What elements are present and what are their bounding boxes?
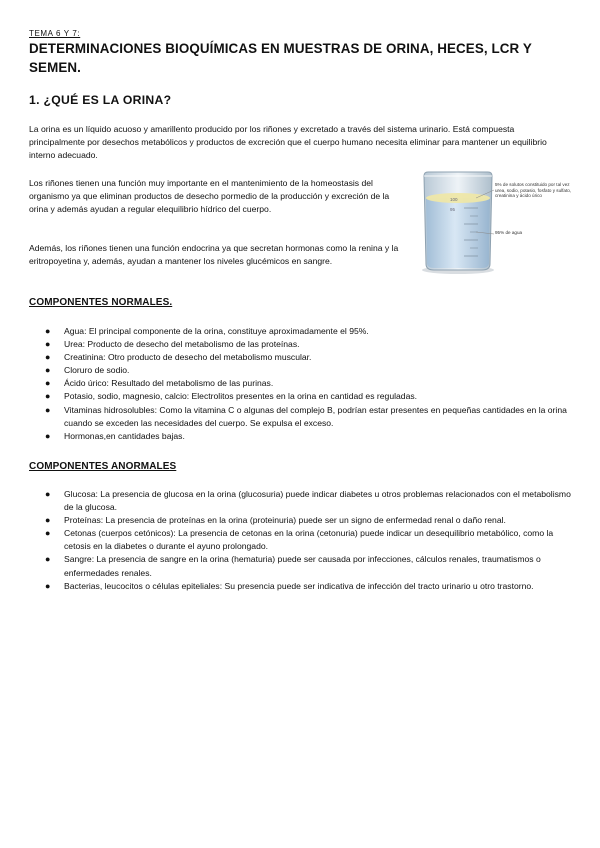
bullet-icon: ● [45, 430, 51, 441]
list-item: ● Urea: Producto de desecho del metabolismo de las proteínas. [36, 338, 571, 351]
list-item: ● Cetonas (cuerpos cetónicos): La presencia de cetonas en la orina (cetonuria) puede indicar un desequilibrio metabólico, como la cetosis en la diabetes o durante el ayuno prolongado. [45, 528, 554, 552]
list-item: ● Sangre: La presencia de sangre en la orina (hematuria) puede ser causada por infecciones, cálculos renales, traumatismos o enfermedades renales. [45, 554, 541, 578]
list-components-normales [36, 325, 571, 443]
bullet-icon: ● [45, 554, 51, 565]
section-heading-anormales: COMPONENTES ANORMALES [29, 461, 177, 472]
bullet-icon: ● [45, 365, 51, 376]
document-title: DETERMINACIONES BIOQUÍMICAS EN MUESTRAS DE ORINA, HECES, LCR Y SEMEN. [29, 41, 532, 75]
mark-100-label: 100 [450, 197, 458, 202]
list-item: ● Glucosa: La presencia de glucosa en la orina (glucosuria) puede indicar diabetes u otros problemas relacionados con el metabolismo de la glucosa. [45, 489, 571, 513]
bullet-icon: ● [45, 391, 51, 402]
section-heading-normales: COMPONENTES NORMALES. [29, 297, 173, 308]
paragraph-endocrine: Además, los riñones tienen una función endocrina ya que secretan hormonas como la renina y la eritropoyetina y, además, ayudan a mantener los niveles glucémicos en sangre. [29, 243, 399, 267]
urine-beaker-figure [420, 168, 572, 276]
bullet-icon: ● [45, 326, 51, 336]
annotation-solutes: 5% de solutos constituido por tal vez urea, sodio, potasio, fosfato y sulfato, creatinina y ácido úrico [495, 182, 572, 199]
annotation-water: 95% de agua [495, 230, 523, 235]
paragraph-kidney-function: Los riñones tienen una función muy importante en el mantenimiento de la homeostasis del organismo ya que eliminan productos de desecho pormedio de la producción y excreción de la orina y además ayudan a regular elequilibrio hídrico del cuerpo. [29, 178, 390, 215]
list-item: ● Bacterias, leucocitos o células epiteliales: Su presencia puede ser indicativa de infección del tracto urinario u otro trastorno. [36, 580, 571, 593]
bullet-icon: ● [45, 404, 51, 415]
list-item: ● Creatinina: Otro producto de desecho del metabolismo muscular. [36, 351, 571, 364]
bullet-icon: ● [45, 580, 51, 591]
bullet-icon: ● [45, 489, 51, 499]
mark-95-label: 95 [450, 207, 456, 212]
topic-label: TEMA 6 Y 7: [29, 29, 81, 38]
paragraph-definition: La orina es un líquido acuoso y amarillento producido por los riñones y excretado a través del sistema urinario. Está compuesta principalmente por desechos metabólicos y productos de excreción que el cuerpo humano necesita eliminar para mantener un equilibrio interno adecuado. [29, 124, 547, 161]
list-item: ● Ácido úrico: Resultado del metabolismo de las purinas. [36, 377, 571, 390]
list-item: ● Proteínas: La presencia de proteínas en la orina (proteinuria) puede ser un signo de enfermedad renal o daño renal. [36, 514, 571, 527]
bullet-icon: ● [45, 352, 51, 363]
bullet-icon: ● [45, 339, 51, 350]
section-heading-orina: 1. ¿QUÉ ES LA ORINA? [29, 93, 172, 107]
list-item: ● Vitaminas hidrosolubles: Como la vitamina C o algunas del complejo B, podrían estar presentes en pequeñas cantidades en la orina cuando se exceden las necesidades del cuerpo. Se expulsa el exceso. [45, 404, 567, 428]
list-item: ● Hormonas,en cantidades bajas. [36, 430, 571, 443]
list-item: ● Agua: El principal componente de la orina, constituye aproximadamente el 95%. [36, 325, 571, 338]
list-item: ● Potasio, sodio, magnesio, calcio: Electrolitos presentes en la orina en cantidad es reguladas. [36, 390, 571, 403]
bullet-icon: ● [45, 378, 51, 389]
bullet-icon: ● [45, 528, 51, 539]
bullet-icon: ● [45, 515, 51, 526]
list-item: ● Cloruro de sodio. [36, 364, 571, 377]
beaker-icon [422, 172, 494, 274]
list-components-anormales [36, 488, 571, 593]
